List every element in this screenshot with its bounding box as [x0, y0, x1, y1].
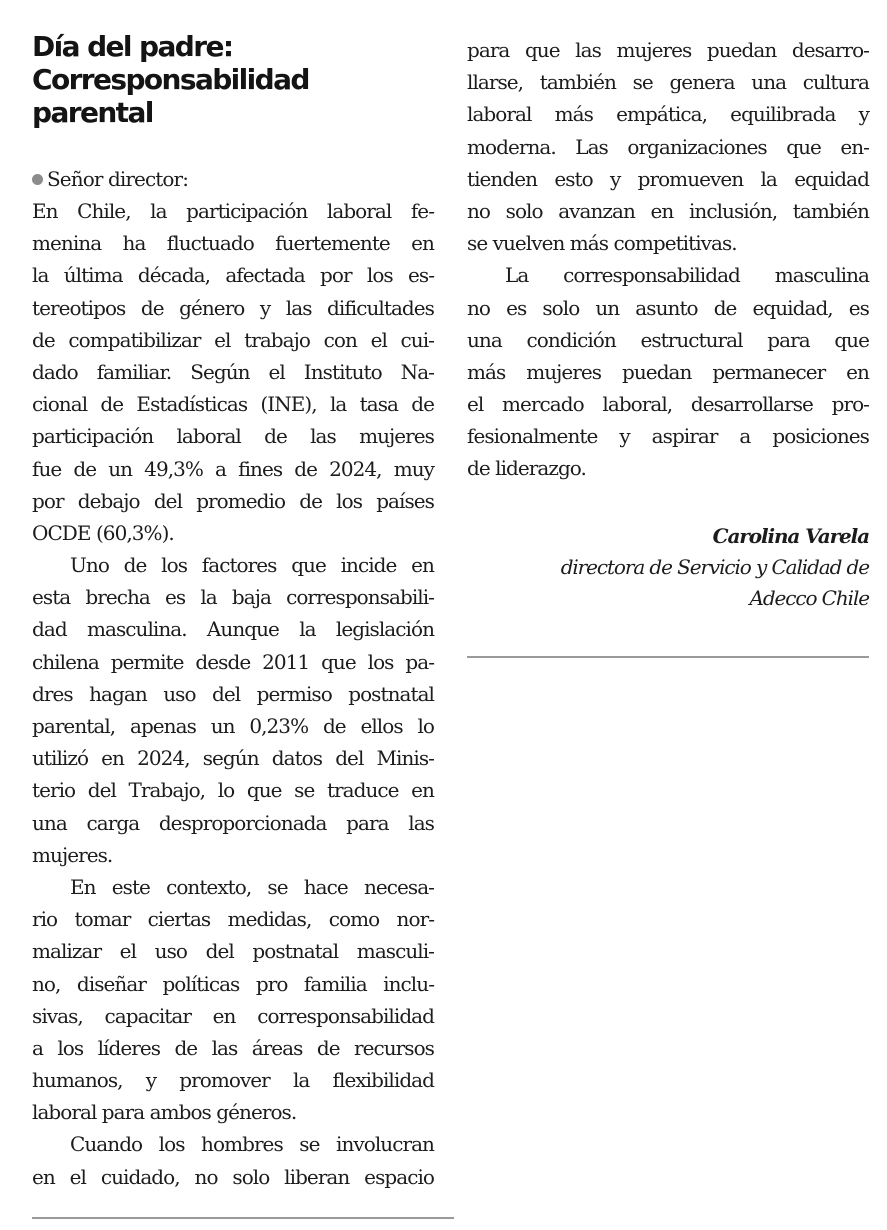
body-line: por debajo del promedio de los países	[32, 488, 434, 513]
body-line: dres hagan uso del permiso postnatal	[32, 681, 434, 706]
signature-divider	[467, 656, 869, 658]
signature	[467, 521, 869, 614]
body-line: utilizó en 2024, según datos del Minis-	[32, 746, 434, 771]
body-line: tienden esto y promueven la equidad	[467, 166, 869, 191]
right-column	[467, 34, 869, 614]
body-line: dado familiar. Según el Instituto Na-	[32, 359, 434, 384]
headline-line-2: Corresponsabilidad parental	[32, 63, 309, 129]
body-line: de liderazgo.	[467, 456, 586, 481]
body-line: Cuando los hombres se involucran	[70, 1132, 434, 1157]
body-line: terio del Trabajo, lo que se traduce en	[32, 778, 434, 803]
salutation-text: Señor director:	[47, 167, 189, 191]
signature-role: directora de Servicio y Calidad de	[560, 554, 869, 579]
body-line: Uno de los factores que incide en	[70, 553, 434, 578]
body-line: más mujeres puedan permanecer en	[467, 359, 869, 384]
body-line: laboral más empática, equilibrada y	[467, 102, 869, 127]
letter-body-left	[32, 195, 434, 1193]
body-line: La corresponsabilidad masculina	[505, 263, 869, 288]
body-line: en el cuidado, no solo liberan espacio	[32, 1164, 434, 1189]
body-line: una condición estructural para que	[467, 327, 869, 352]
signature-name: Carolina Varela	[712, 523, 869, 548]
body-line: sivas, capacitar en corresponsabilidad	[32, 1003, 434, 1028]
letter-body-right	[467, 34, 869, 485]
body-line: moderna. Las organizaciones que en-	[467, 134, 869, 159]
body-line: cional de Estadísticas (INE), la tasa de	[32, 392, 434, 417]
body-line: se vuelven más competitivas.	[467, 231, 737, 256]
body-line: no es solo un asunto de equidad, es	[467, 295, 869, 320]
body-line: chilena permite desde 2011 que los pa-	[32, 649, 434, 674]
signature-company: Adecco Chile	[749, 585, 869, 610]
bottom-divider	[32, 1217, 454, 1219]
bullet-icon	[32, 174, 43, 185]
body-line: la última década, afectada por los es-	[32, 263, 434, 288]
body-line: OCDE (60,3%).	[32, 520, 174, 545]
body-line: fesionalmente y aspirar a posiciones	[467, 424, 869, 449]
body-line: parental, apenas un 0,23% de ellos lo	[32, 714, 434, 738]
body-line: participación laboral de las mujeres	[32, 424, 434, 449]
body-line: fue de un 49,3% a fines de 2024, muy	[32, 456, 434, 481]
body-line: no solo avanzan en inclusión, también	[467, 198, 869, 223]
body-line: a los líderes de las áreas de recursos	[32, 1035, 434, 1060]
body-line: laboral para ambos géneros.	[32, 1100, 297, 1125]
headline	[32, 30, 434, 129]
body-line: En Chile, la participación laboral fe-	[32, 199, 434, 223]
salutation	[32, 163, 434, 195]
body-line: En este contexto, se hace necesa-	[70, 874, 434, 899]
body-line: malizar el uso del postnatal masculi-	[32, 939, 434, 964]
body-line: dad masculina. Aunque la legislación	[32, 617, 434, 642]
headline-line-1: Día del padre:	[32, 30, 233, 63]
body-line: humanos, y promover la flexibilidad	[32, 1068, 434, 1093]
left-column	[32, 30, 434, 1193]
body-line: para que las mujeres puedan desarro-	[467, 38, 869, 62]
body-line: esta brecha es la baja corresponsabili-	[32, 585, 434, 610]
body-line: de compatibilizar el trabajo con el cui-	[32, 327, 434, 352]
body-line: menina ha fluctuado fuertemente en	[32, 231, 434, 256]
body-line: no, diseñar políticas pro familia inclu-	[32, 971, 434, 996]
body-line: rio tomar ciertas medidas, como nor-	[32, 907, 434, 932]
body-line: llarse, también se genera una cultura	[467, 70, 869, 95]
body-line: mujeres.	[32, 842, 113, 867]
body-line: el mercado laboral, desarrollarse pro-	[467, 392, 869, 417]
body-line: una carga desproporcionada para las	[32, 810, 434, 835]
body-line: tereotipos de género y las dificultades	[32, 295, 434, 320]
